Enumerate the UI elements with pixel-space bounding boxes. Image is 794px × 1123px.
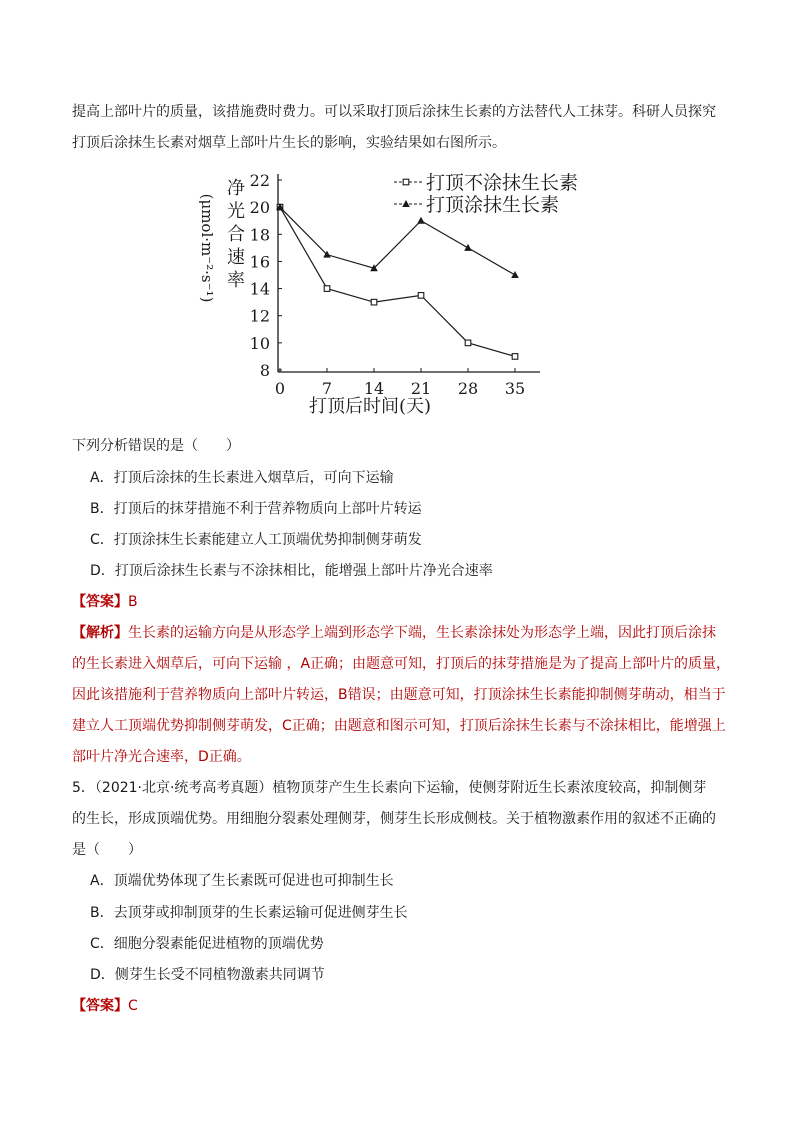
legend-item-1 [394, 172, 578, 194]
q5-stem-line-1: 5．（2021·北京·统考高考真题）植物顶芽产生生长素向下运输，使侧芽附近生长素浓度较高，抑制侧芽 [72, 780, 707, 796]
q5-stem-line-2: 的生长，形成顶端优势。用细胞分裂素处理侧芽，侧芽生长形成侧枝。关于植物激素作用的叙述不正确的 [72, 811, 716, 827]
open-square-marker [403, 179, 409, 185]
intro-line-1: 提高上部叶片的质量，该措施费时费力。可以采取打顶后涂抹生长素的方法替代人工抹芽。科研人员探究 [72, 104, 716, 120]
open-square-marker [418, 293, 424, 299]
q4-analysis-line-4: 建立人工顶端优势抑制侧芽萌发，C正确；由题意和图示可知，打顶后涂抹生长素与不涂抹相比，能增强上 [72, 718, 726, 734]
filled-triangle-marker [402, 200, 410, 207]
q4-analysis-line-3: 因此该措施利于营养物质向上部叶片转运，B错误；由题意可知，打顶涂抹生长素能抑制侧芽萌动，相当于 [72, 687, 726, 703]
legend-item-2 [394, 194, 559, 216]
q5-stem-line-3: 是（ ） [72, 842, 142, 858]
q5-option-c: C．细胞分裂素能促进植物的顶端优势 [90, 936, 324, 952]
q4-option-a: A．打顶后涂抹的生长素进入烟草后，可向下运输 [90, 470, 394, 486]
answer-value: B [128, 594, 138, 610]
x-axis-label: 打顶后时间(天) [308, 396, 432, 417]
open-square-marker [324, 286, 330, 292]
y-tick-label: 18 [249, 225, 270, 245]
answer-tag: 【答案】 [72, 998, 128, 1014]
net-photosynthesis-chart [192, 166, 602, 422]
y-tick-label: 20 [249, 198, 270, 218]
y-axis-label: 净光合速率 [227, 178, 245, 291]
q5-option-b: B．去顶芽或抑制顶芽的生长素运输可促进侧芽生长 [90, 905, 408, 921]
q5-option-a: A．顶端优势体现了生长素既可促进也可抑制生长 [90, 873, 394, 889]
y-tick-label: 14 [249, 279, 270, 299]
chart-series [276, 203, 519, 359]
y-tick-label: 16 [249, 252, 270, 272]
x-tick-label: 35 [504, 379, 526, 398]
open-square-marker [371, 299, 377, 305]
legend-label: 打顶不涂抹生长素 [426, 172, 579, 194]
x-tick-label: 0 [274, 379, 286, 398]
open-square-marker [465, 340, 471, 346]
q4-option-b: B．打顶后的抹芽措施不利于营养物质向上部叶片转运 [90, 501, 422, 517]
chart-legend [394, 172, 578, 216]
intro-line-2: 打顶后涂抹生长素对烟草上部叶片生长的影响，实验结果如右图所示。 [72, 135, 506, 151]
analysis-text: 生长素的运输方向是从形态学上端到形态学下端，生长素涂抹处为形态学上端，因此打顶后涂抹 [128, 625, 716, 641]
q4-option-c: C．打顶涂抹生长素能建立人工顶端优势抑制侧芽萌发 [90, 532, 422, 548]
legend-label: 打顶涂抹生长素 [426, 194, 560, 216]
q4-analysis-line-5: 部叶片净光合速率，D正确。 [72, 749, 251, 765]
open-square-marker [512, 354, 518, 360]
x-tick-label: 28 [457, 379, 479, 398]
q4-answer [72, 592, 138, 612]
y-tick-label: 12 [249, 306, 270, 326]
filled-triangle-marker [464, 244, 472, 251]
y-unit-label: (μmol·m⁻²·s⁻¹) [198, 193, 216, 303]
x-tick-label: 14 [363, 379, 385, 398]
filled-triangle-marker [417, 217, 425, 224]
series-1 [277, 204, 518, 359]
q5-answer [72, 996, 138, 1016]
q4-option-d: D．打顶后涂抹生长素与不涂抹相比，能增强上部叶片净光合速率 [90, 563, 493, 579]
series-line [280, 207, 515, 275]
q4-stem: 下列分析错误的是（ ） [72, 438, 240, 454]
x-tick-label: 7 [321, 379, 333, 398]
q5-option-d: D．侧芽生长受不同植物激素共同调节 [90, 967, 325, 983]
y-tick-label: 10 [249, 333, 270, 353]
q4-analysis-line-2: 的生长素进入烟草后，可向下运输 ，A正确；由题意可知，打顶后的抹芽措施是为了提高上部叶片的质量， [72, 656, 731, 672]
y-tick-label: 22 [249, 171, 270, 190]
y-tick-label: 8 [259, 361, 270, 380]
answer-value: C [128, 998, 138, 1014]
answer-tag: 【答案】 [72, 594, 128, 610]
filled-triangle-marker [511, 271, 519, 278]
q4-analysis-line-1 [72, 623, 716, 643]
series-line [280, 207, 515, 356]
x-tick-label: 21 [410, 379, 432, 398]
analysis-tag: 【解析】 [72, 625, 128, 641]
